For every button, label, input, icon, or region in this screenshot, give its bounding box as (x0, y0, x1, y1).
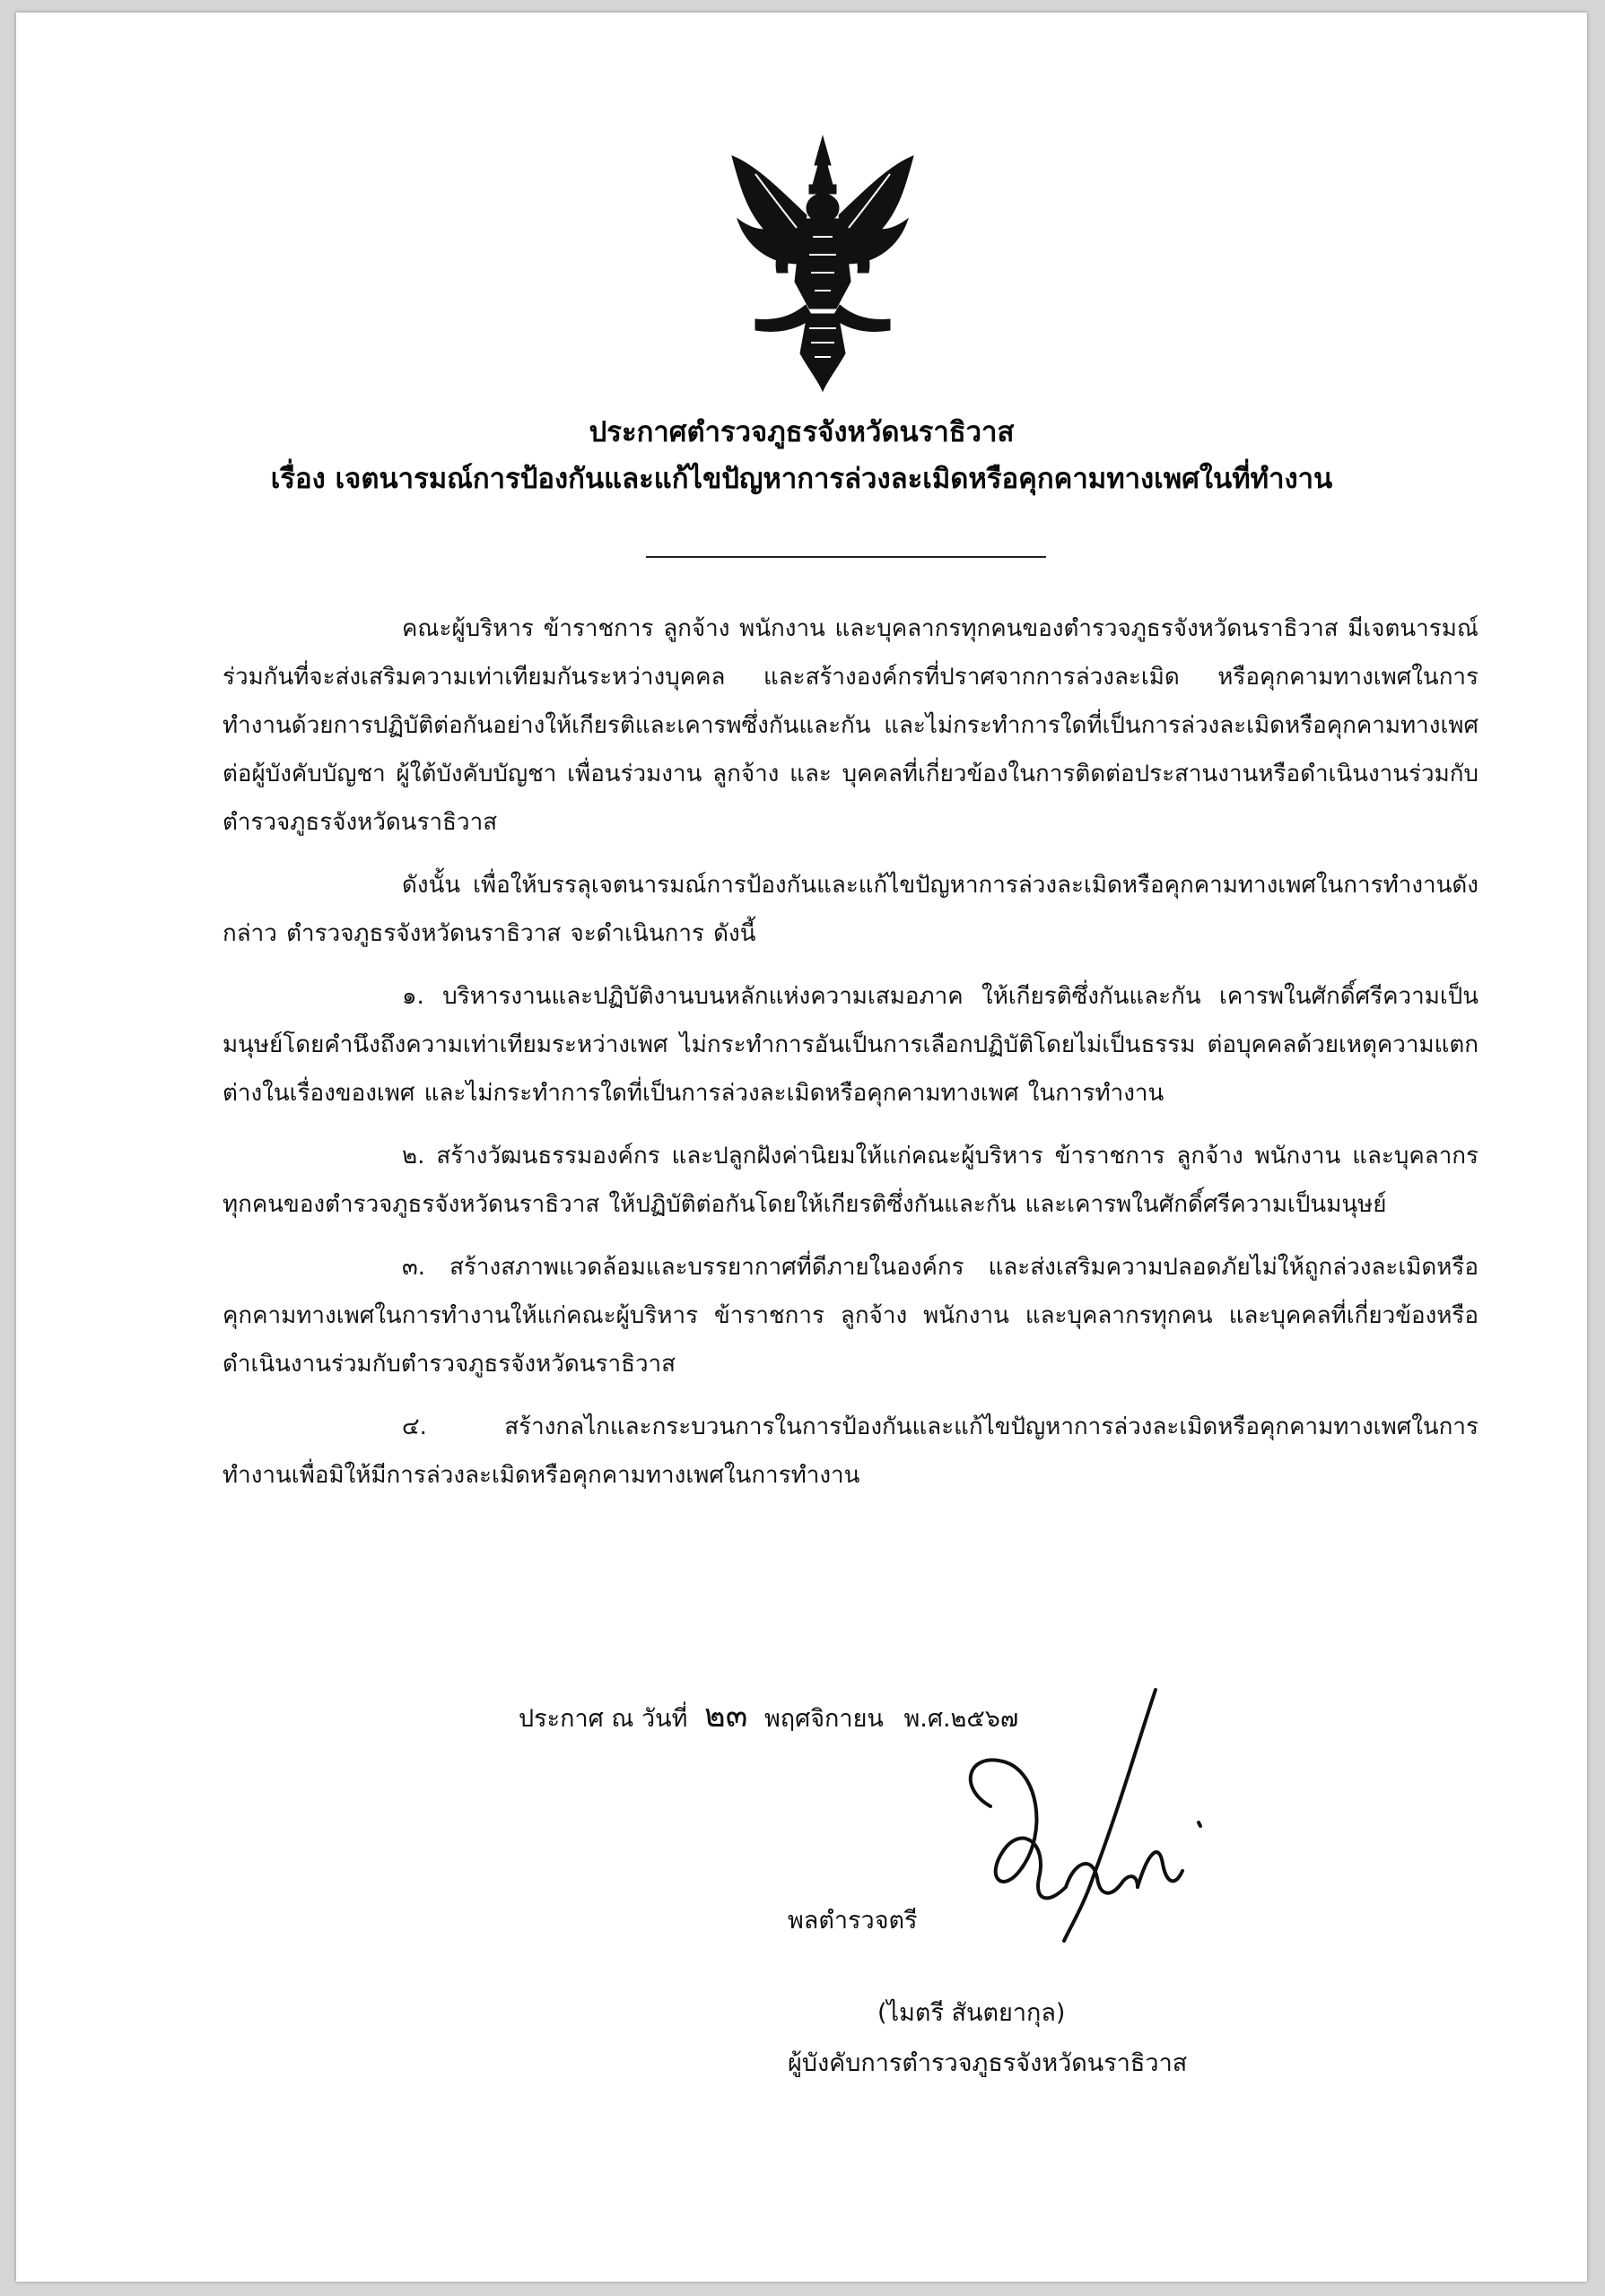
document-body (222, 604, 1479, 1514)
title-divider (646, 556, 1046, 558)
document-header (16, 409, 1587, 502)
announced-month: พฤศจิกายน (763, 1705, 884, 1733)
document-page (16, 13, 1587, 2282)
announced-day: ๒๓ (704, 1698, 748, 1735)
signer-rank: พลตำรวจตรี (788, 1907, 918, 1935)
paragraph-item-3: ๓. สร้างสภาพแวดล้อมและบรรยากาศที่ดีภายในองค์กร และส่งเสริมความปลอดภัยไม่ให้ถูกล่วงละเมิดหรือคุกคามทางเพศในการทำงานให้แก่คณะผู้บริหาร ข้าราชการ ลูกจ้าง พนักงาน และบุคลากรทุกคน และบุคคลที่เกี่ยวข้องหรือดำเนินงานร่วมกับตำรวจภูธรจังหวัดนราธิวาส (222, 1254, 1479, 1378)
announcement-title: ประกาศตำรวจภูธรจังหวัดนราธิวาส (589, 416, 1015, 448)
paragraph-therefore: ดังนั้น เพื่อให้บรรลุเจตนารมณ์การป้องกันและแก้ไขปัญหาการล่วงละเมิดหรือคุกคามทางเพศในการทำงานดังกล่าว ตำรวจภูธรจังหวัดนราธิวาส จะดำเนินการ ดังนี้ (222, 872, 1479, 947)
paragraph-intro: คณะผู้บริหาร ข้าราชการ ลูกจ้าง พนักงาน และบุคลากรทุกคนของตำรวจภูธรจังหวัดนราธิวาส มีเจตนารมณ์ร่วมกันที่จะส่งเสริมความเท่าเทียมกันระหว่างบุคคล และสร้างองค์กรที่ปราศจากการล่วงละเมิด หรือคุกคามทางเพศในการทำงานด้วยการปฏิบัติต่อกันอย่างให้เกียรติและเคารพซึ่งกันและกัน และไม่กระทำการใดที่เป็นการล่วงละเมิดหรือคุกคามทางเพศต่อผู้บังคับบัญชา ผู้ใต้บังคับบัญชา เพื่อนร่วมงาน ลูกจ้าง และ บุคคลที่เกี่ยวข้องในการติดต่อประสานงานหรือดำเนินงานร่วมกับตำรวจภูธรจังหวัดนราธิวาส (222, 615, 1479, 836)
paragraph-item-4: ๔. สร้างกลไกและกระบวนการในการป้องกันและแก้ไขปัญหาการล่วงละเมิดหรือคุกคามทางเพศในการทำงานเพื่อมิให้มีการล่วงละเมิดหรือคุกคามทางเพศในการทำงาน (222, 1413, 1479, 1489)
paragraph-item-1: ๑. บริหารงานและปฏิบัติงานบนหลักแห่งความเสมอภาค ให้เกียรติซึ่งกันและกัน เคารพในศักดิ์ศรีความเป็นมนุษย์โดยคำนึงถึงความเท่าเทียมระหว่างเพศ ไม่กระทำการอันเป็นการเลือกปฏิบัติโดยไม่เป็นธรรม ต่อบุคคลด้วยเหตุความแตกต่างในเรื่องของเพศ และไม่กระทำการใดที่เป็นการล่วงละเมิดหรือคุกคามทางเพศ ในการทำงาน (222, 983, 1479, 1107)
signer-name: (ไมตรี สันตยากุล) (877, 1999, 1066, 2027)
announced-prefix: ประกาศ ณ วันที่ (519, 1705, 688, 1733)
announcement-subject: เรื่อง เจตนารมณ์การป้องกันและแก้ไขปัญหาการล่วงละเมิดหรือคุกคามทางเพศในที่ทำงาน (270, 463, 1333, 495)
garuda-emblem-icon (720, 129, 926, 398)
signer-position: ผู้บังคับการตำรวจภูธรจังหวัดนราธิวาส (788, 2049, 1188, 2077)
announced-year: พ.ศ.๒๕๖๗ (903, 1705, 1019, 1733)
handwritten-signature-icon (913, 1672, 1236, 1968)
paragraph-item-2: ๒. สร้างวัฒนธรรมองค์กร และปลูกฝังค่านิยมให้แก่คณะผู้บริหาร ข้าราชการ ลูกจ้าง พนักงาน และบุคลากรทุกคนของตำรวจภูธรจังหวัดนราธิวาส ให้ปฏิบัติต่อกันโดยให้เกียรติซึ่งกันและกัน และเคารพในศักดิ์ศรีความเป็นมนุษย์ (222, 1143, 1479, 1218)
